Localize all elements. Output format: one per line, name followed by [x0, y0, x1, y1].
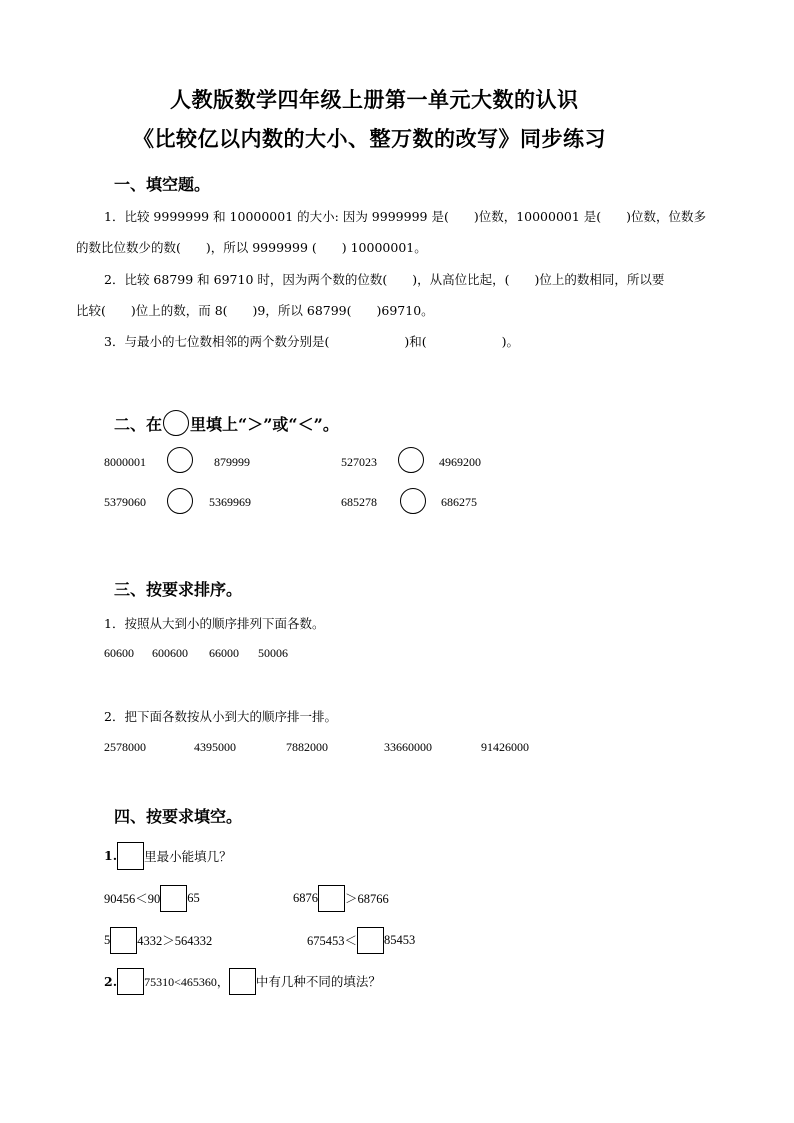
q3-1-number: 66000	[209, 646, 239, 660]
fill-box[interactable]	[160, 885, 187, 912]
q1-2-line-1: 2．比较 68799 和 69710 时，因为两个数的位数( )，从高位比起，( )位上的数相同，所以要	[104, 272, 665, 287]
q1-2-line-2: 比较( )位上的数，而 8( )9，所以 68799( )69710。	[76, 303, 434, 318]
section-2-heading-pre: 二、在	[114, 414, 163, 434]
compare-right-1: 879999	[214, 455, 250, 469]
q4-equation-1-b: 65	[187, 890, 200, 905]
q4-equation-2	[293, 884, 389, 912]
compare-left-1: 8000001	[104, 455, 146, 469]
box-icon	[117, 842, 144, 870]
compare-left-3: 5379060	[104, 495, 146, 509]
fill-box[interactable]	[117, 968, 144, 995]
title-line-2: 《比较亿以内数的大小、整万数的改写》同步练习	[133, 126, 606, 151]
q1-1-line-2: 的数比位数少的数( )，所以 9999999 ( ) 10000001。	[76, 240, 427, 255]
fill-box[interactable]	[318, 885, 345, 912]
q4-2-text-a: 75310<465360，	[144, 974, 229, 989]
q4-equation-2-b: ＞68766	[345, 892, 389, 906]
q4-1-text: 里最小能填几？	[144, 848, 232, 864]
section-3-heading: 三、按要求排序。	[114, 580, 243, 599]
q3-2: 2．把下面各数按从小到大的顺序排一排。	[104, 709, 337, 724]
q4-equation-3-a: 5	[104, 932, 111, 947]
q3-1-number: 600600	[152, 646, 188, 660]
q3-2-number: 4395000	[194, 740, 236, 754]
q3-2-number: 33660000	[384, 740, 432, 754]
q4-equation-3-b: 4332＞564332	[137, 934, 213, 948]
q4-equation-4	[307, 926, 415, 954]
q1-3: 3．与最小的七位数相邻的两个数分别是( )和( )。	[104, 334, 519, 349]
q3-2-number: 7882000	[286, 740, 328, 754]
compare-circle-4[interactable]	[400, 488, 426, 514]
circle-icon	[163, 410, 189, 436]
section-1-heading: 一、填空题。	[114, 175, 211, 194]
q4-1-instruction	[104, 841, 232, 870]
q4-2-text-b: 中有几种不同的填法？	[255, 974, 381, 989]
fill-box[interactable]	[357, 927, 384, 954]
q4-equation-1	[104, 884, 200, 912]
box-icon	[229, 968, 256, 995]
q3-2-number: 2578000	[104, 740, 146, 754]
q1-1-line-1: 1．比较 9999999 和 10000001 的大小: 因为 9999999 是( )位数，10000001 是( )位数，位数多	[104, 209, 707, 224]
compare-right-3: 5369969	[209, 495, 251, 509]
q4-equation-3	[104, 926, 212, 954]
q3-2-number: 91426000	[481, 740, 529, 754]
compare-right-2: 4969200	[439, 455, 481, 469]
q4-equation-4-b: 85453	[384, 932, 416, 947]
title-line-1: 人教版数学四年级上册第一单元大数的认识	[170, 87, 579, 112]
compare-circle-2[interactable]	[398, 447, 424, 473]
compare-circle-1[interactable]	[167, 447, 193, 473]
q4-1-number: 1.	[104, 848, 118, 863]
section-4-heading: 四、按要求填空。	[114, 807, 243, 826]
q4-equation-4-a: 675453＜	[307, 934, 358, 948]
compare-left-2: 527023	[341, 455, 377, 469]
q3-1-number: 60600	[104, 646, 134, 660]
q3-1: 1．按照从大到小的顺序排列下面各数。	[104, 616, 325, 631]
q4-equation-2-a: 6876	[293, 890, 318, 905]
q4-2	[104, 967, 381, 995]
q4-equation-1-a: 90456＜90	[104, 892, 161, 906]
compare-left-4: 685278	[341, 495, 377, 509]
q3-1-number: 50006	[258, 646, 288, 660]
section-2-heading-post: 里填上“＞”或“＜”。	[190, 414, 339, 434]
section-2-heading	[114, 410, 339, 436]
compare-right-4: 686275	[441, 495, 477, 509]
compare-circle-3[interactable]	[167, 488, 193, 514]
fill-box[interactable]	[110, 927, 137, 954]
q4-2-number: 2.	[104, 973, 118, 989]
